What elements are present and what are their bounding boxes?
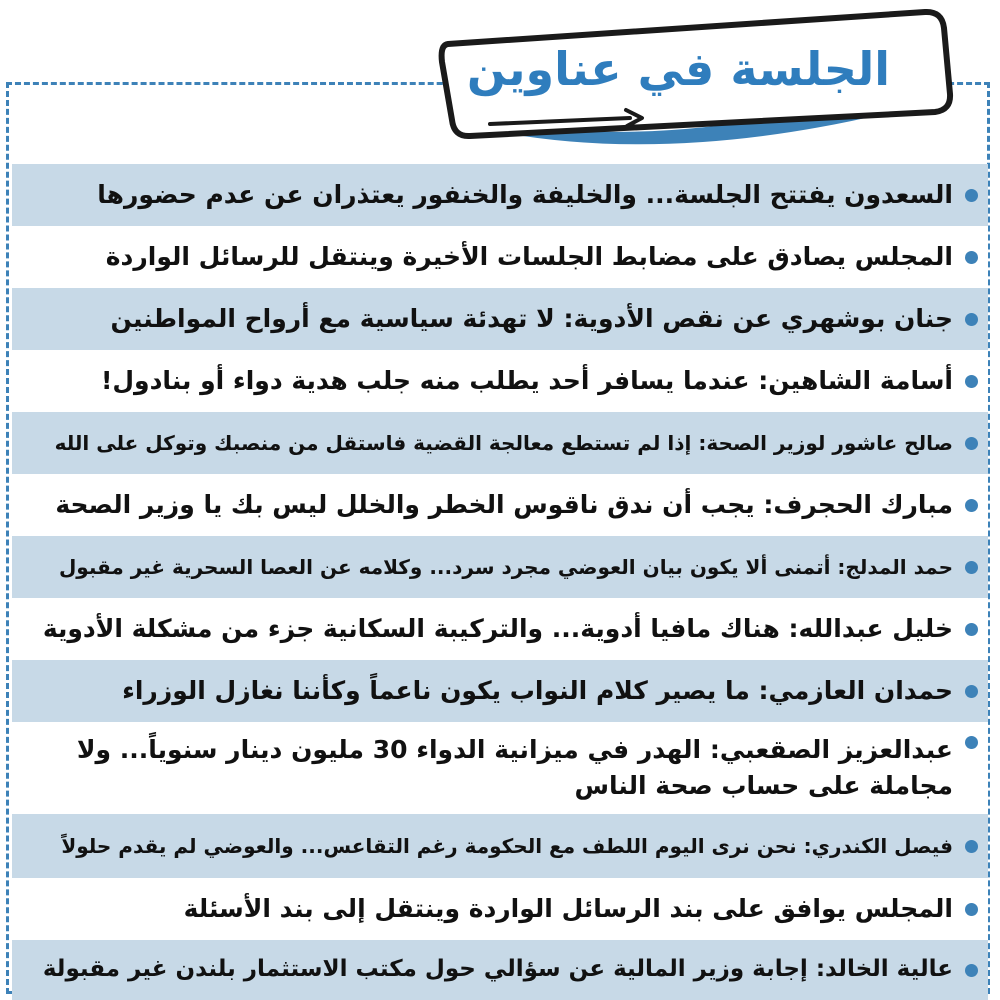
headline-row xyxy=(12,660,988,722)
bullet-icon xyxy=(965,437,978,450)
headline-row xyxy=(12,940,988,1000)
headline-row xyxy=(12,412,988,474)
bullet-icon xyxy=(965,189,978,202)
headline-row xyxy=(12,474,988,536)
headline-text: عالية الخالد: إجابة وزير المالية عن سؤالي حول مكتب الاستثمار بلندن غير مقبولة xyxy=(42,956,953,983)
page-title: الجلسة في عناوين xyxy=(466,42,890,96)
bullet-icon xyxy=(965,561,978,574)
headline-row xyxy=(12,814,988,878)
headline-row xyxy=(12,288,988,350)
bullet-icon xyxy=(965,903,978,916)
headline-text: صالح عاشور لوزير الصحة: إذا لم تستطع معالجة القضية فاستقل من منصبك وتوكل على الله xyxy=(54,431,953,455)
headline-text: السعدون يفتتح الجلسة... والخليفة والخنفور يعتذران عن عدم حضورها xyxy=(97,180,953,209)
headline-text: مبارك الحجرف: يجب أن ندق ناقوس الخطر والخلل ليس بك يا وزير الصحة xyxy=(55,490,953,519)
title-banner xyxy=(430,4,970,154)
bullet-icon xyxy=(965,736,978,749)
headline-text: فيصل الكندري: نحن نرى اليوم اللطف مع الحكومة رغم التقاعس... والعوضي لم يقدم حلولاً xyxy=(61,834,953,858)
headline-list xyxy=(12,164,988,994)
headline-text: جنان بوشهري عن نقص الأدوية: لا تهدئة سياسية مع أرواح المواطنين xyxy=(110,304,953,333)
headline-row xyxy=(12,722,988,814)
headline-row xyxy=(12,878,988,940)
bullet-icon xyxy=(965,499,978,512)
headline-row xyxy=(12,164,988,226)
headline-text: عبدالعزيز الصقعبي: الهدر في ميزانية الدواء 30 مليون دينار سنوياً... ولا مجاملة على حساب صحة الناس xyxy=(76,734,953,800)
bullet-icon xyxy=(965,623,978,636)
headline-row xyxy=(12,350,988,412)
bullet-icon xyxy=(965,840,978,853)
headline-text: حمد المدلج: أتمنى ألا يكون بيان العوضي مجرد سرد... وكلامه عن العصا السحرية غير مقبول xyxy=(58,555,953,579)
headline-text: أسامة الشاهين: عندما يسافر أحد يطلب منه جلب هدية دواء أو بنادول! xyxy=(100,366,953,395)
bullet-icon xyxy=(965,685,978,698)
headline-text: حمدان العازمي: ما يصير كلام النواب يكون ناعماً وكأننا نغازل الوزراء xyxy=(122,676,953,705)
bullet-icon xyxy=(965,964,978,977)
headline-row xyxy=(12,598,988,660)
bullet-icon xyxy=(965,251,978,264)
headline-text: المجلس يوافق على بند الرسائل الواردة وينتقل إلى بند الأسئلة xyxy=(183,894,953,923)
bullet-icon xyxy=(965,313,978,326)
headline-text: المجلس يصادق على مضابط الجلسات الأخيرة وينتقل للرسائل الواردة xyxy=(105,242,953,271)
headline-row xyxy=(12,536,988,598)
headline-row xyxy=(12,226,988,288)
bullet-icon xyxy=(965,375,978,388)
headline-text: خليل عبدالله: هناك مافيا أدوية... والتركيبة السكانية جزء من مشكلة الأدوية xyxy=(42,614,953,643)
